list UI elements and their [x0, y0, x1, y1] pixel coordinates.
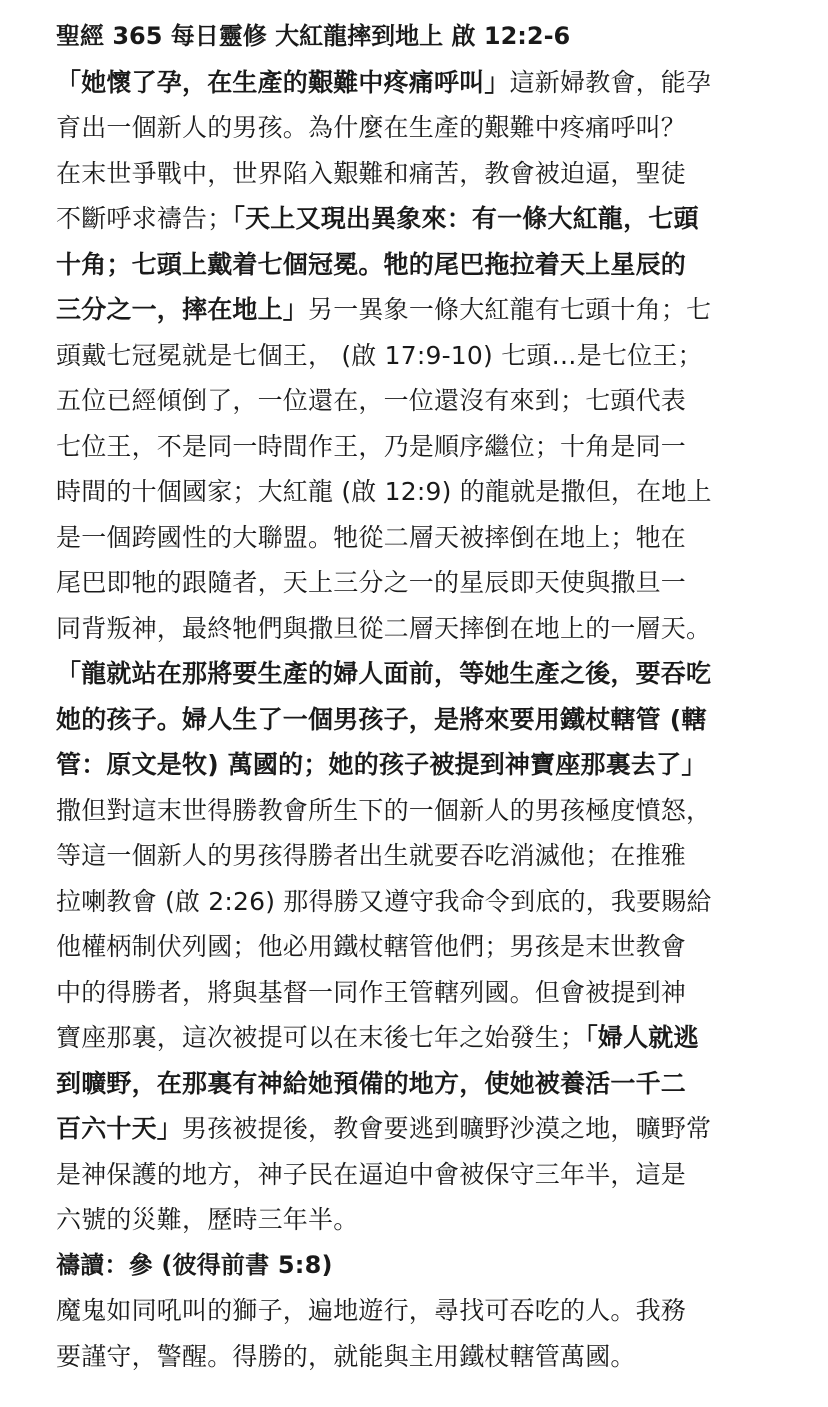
- document-title: 聖經 365 每日靈修 大紅龍摔到地上 啟 12:2-6: [56, 22, 571, 50]
- body-line: [56, 469, 786, 515]
- body-text: 時間的十個國家；大紅龍 (啟 12:9) 的龍就是撒但，在地上: [56, 477, 712, 506]
- body-line: [56, 378, 786, 424]
- body-line: [56, 879, 786, 925]
- body-text: 等這一個新人的男孩得勝者出生就要吞吃消滅他；在推雅: [56, 841, 687, 870]
- body-text: 五位已經傾倒了，一位還在，一位還沒有來到；七頭代表: [56, 386, 687, 415]
- body-line: [56, 333, 786, 379]
- body-line: [56, 788, 786, 834]
- body-line: [56, 515, 786, 561]
- body-line: [56, 606, 786, 652]
- body-text: 拉喇教會 (啟 2:26) 那得勝又遵守我命令到底的，我要賜給: [56, 886, 712, 916]
- scripture-quote: 十角；七頭上戴着七個冠冕。牠的尾巴拖拉着天上星辰的: [56, 249, 687, 279]
- body-text: 頭戴七冠冕就是七個王， (啟 17:9-10) 七頭…是七位王；: [56, 340, 703, 370]
- body-text: 尾巴即牠的跟隨者，天上三分之一的星辰即天使與撒旦一: [56, 568, 687, 597]
- scripture-quote: 「婦人就逃: [585, 1023, 699, 1052]
- body-line: [56, 1197, 786, 1243]
- body-text: 育出一個新人的男孩。為什麼在生產的艱難中疼痛呼叫？: [56, 113, 687, 142]
- scripture-quote: 百六十天」: [56, 1114, 183, 1143]
- scripture-quote: 管：原文是牧) 萬國的；她的孩子被提到神寶座那裏去了」: [56, 750, 707, 779]
- body-line: [56, 287, 786, 333]
- body-line: [56, 1106, 786, 1152]
- body-line: [56, 697, 786, 743]
- body-line: [56, 970, 786, 1016]
- body-text: 七位王，不是同一時間作王，乃是順序繼位；十角是同一: [56, 431, 687, 461]
- body-text: 寶座那裏，這次被提可以在末後七年之始發生；: [56, 1023, 586, 1052]
- scripture-quote: 「天上又現出異象來：有一條大紅龍，七頭: [232, 204, 699, 233]
- body-text: 是神保護的地方，神子民在逼迫中會被保守三年半，這是: [56, 1159, 687, 1189]
- body-text: 他權柄制伏列國；他必用鐵杖轄管他們；男孩是末世教會: [56, 932, 687, 961]
- body-line: [56, 60, 786, 106]
- body-line: [56, 742, 786, 788]
- scripture-quote: 到曠野，在那裏有神給她預備的地方，使她被養活一千二: [56, 1068, 687, 1098]
- body-line: [56, 1015, 786, 1061]
- body-line: [56, 1061, 786, 1107]
- body-text: 這新婦教會，能孕: [509, 67, 712, 97]
- body-line: [56, 424, 786, 470]
- scripture-quote: 「龍就站在那將要生產的婦人面前，等她生產之後，要吞吃: [56, 659, 712, 688]
- body-text: 同背叛神，最終牠們與撒旦從二層天摔倒在地上的一層天。: [56, 613, 712, 643]
- devotional-document: [56, 14, 786, 1379]
- scripture-quote: 她的孩子。婦人生了一個男孩子，是將來要用鐵杖轄管 (轄: [56, 704, 707, 734]
- body-line: [56, 833, 786, 879]
- scripture-quote: 「她懷了孕，在生產的艱難中疼痛呼叫」: [56, 67, 510, 97]
- body-line: [56, 560, 786, 606]
- body-line: [56, 105, 786, 151]
- body-line: [56, 1152, 786, 1198]
- body-line: [56, 924, 786, 970]
- body-line: [56, 242, 786, 288]
- document-body: [56, 60, 786, 1243]
- scripture-quote: 三分之一，摔在地上」: [56, 295, 309, 324]
- body-text: 在末世爭戰中，世界陷入艱難和痛苦，教會被迫逼，聖徒: [56, 158, 687, 188]
- prayer-line: 要謹守，警醒。得勝的，就能與主用鐵杖轄管萬國。: [56, 1341, 636, 1371]
- body-line: [56, 651, 786, 697]
- body-line: [56, 196, 786, 242]
- body-text: 另一異象一條大紅龍有七頭十角；七: [308, 295, 712, 324]
- body-text: 不斷呼求禱告；: [56, 204, 233, 233]
- body-text: 撒但對這末世得勝教會所生下的一個新人的男孩極度憤怒，: [56, 795, 712, 825]
- body-text: 男孩被提後，教會要逃到曠野沙漠之地，曠野常: [182, 1114, 712, 1143]
- prayer-line: 魔鬼如同吼叫的獅子，遍地遊行，尋找可吞吃的人。我務: [56, 1296, 687, 1325]
- body-text: 中的得勝者，將與基督一同作王管轄列國。但會被提到神: [56, 977, 687, 1007]
- body-line: [56, 151, 786, 197]
- prayer-heading: 禱讀：參 (彼得前書 5:8): [56, 1250, 333, 1279]
- body-text: 是一個跨國性的大聯盟。牠從二層天被摔倒在地上；牠在: [56, 522, 687, 552]
- body-text: 六號的災難，歷時三年半。: [56, 1205, 359, 1234]
